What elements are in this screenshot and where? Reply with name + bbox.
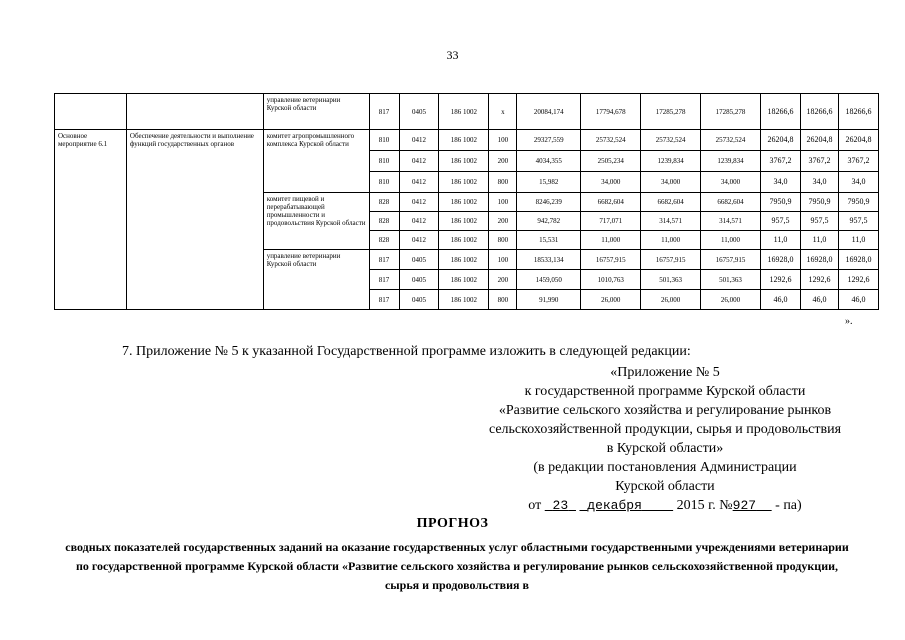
value-cell: 18266,6	[838, 94, 878, 130]
value-cell: 15,531	[517, 231, 581, 250]
rz-cell: 0412	[399, 130, 439, 151]
appendix-header	[455, 363, 875, 515]
value-cell: 34,0	[838, 172, 878, 193]
value-cell: 26204,8	[838, 130, 878, 151]
date-year: 2015 г. №	[676, 498, 733, 513]
value-cell: 11,0	[761, 231, 801, 250]
gr-cell: 817	[369, 270, 399, 290]
value-cell: 46,0	[761, 290, 801, 310]
value-cell: 6682,604	[701, 193, 761, 212]
value-cell: 18266,6	[761, 94, 801, 130]
gr-cell: 817	[369, 250, 399, 270]
table-row	[55, 130, 879, 151]
value-cell: 11,000	[701, 231, 761, 250]
value-cell: 717,071	[581, 212, 641, 231]
csr-cell: 186 1002	[439, 290, 489, 310]
value-cell: 7950,9	[761, 193, 801, 212]
value-cell: 16928,0	[838, 250, 878, 270]
executor-cell: управление ветеринарии Курской области	[263, 94, 369, 130]
forecast-title: ПРОГНОЗ	[416, 516, 489, 531]
csr-cell: 186 1002	[439, 270, 489, 290]
value-cell: 26204,8	[761, 130, 801, 151]
date-suffix: - па)	[775, 498, 802, 513]
value-cell: 17285,278	[641, 94, 701, 130]
date-month: декабря	[587, 498, 642, 513]
appendix-line: (в редакции постановления Администрации	[533, 460, 797, 475]
vr-cell: 800	[489, 231, 517, 250]
value-cell: 314,571	[641, 212, 701, 231]
value-cell: 957,5	[800, 212, 838, 231]
rz-cell: 0405	[399, 94, 439, 130]
value-cell: 20084,174	[517, 94, 581, 130]
value-cell: 26,000	[701, 290, 761, 310]
value-cell: 16928,0	[800, 250, 838, 270]
value-cell: 3767,2	[800, 151, 838, 172]
value-cell: 957,5	[838, 212, 878, 231]
value-cell: 18266,6	[800, 94, 838, 130]
value-cell: 1292,6	[838, 270, 878, 290]
value-cell: 1292,6	[800, 270, 838, 290]
value-cell: 1239,834	[641, 151, 701, 172]
csr-cell: 186 1002	[439, 212, 489, 231]
value-cell: 2505,234	[581, 151, 641, 172]
appendix-line: Курской области	[615, 479, 715, 494]
rz-cell: 0412	[399, 212, 439, 231]
value-cell: 26,000	[641, 290, 701, 310]
rz-cell: 0412	[399, 193, 439, 212]
value-cell: 957,5	[761, 212, 801, 231]
description-cell	[126, 94, 263, 130]
value-cell: 34,000	[701, 172, 761, 193]
value-cell: 7950,9	[838, 193, 878, 212]
value-cell: 1292,6	[761, 270, 801, 290]
value-cell: 11,000	[581, 231, 641, 250]
appendix-line: к государственной программе Курской области	[524, 384, 806, 399]
rz-cell: 0412	[399, 151, 439, 172]
rz-cell: 0405	[399, 290, 439, 310]
gr-cell: 810	[369, 130, 399, 151]
value-cell: 25732,524	[641, 130, 701, 151]
value-cell: 1239,834	[701, 151, 761, 172]
value-cell: 16757,915	[581, 250, 641, 270]
vr-cell: 100	[489, 250, 517, 270]
vr-cell: 100	[489, 130, 517, 151]
measure-cell: Основное мероприятие 6.1	[55, 130, 127, 310]
vr-cell: 200	[489, 270, 517, 290]
value-cell: 8246,239	[517, 193, 581, 212]
value-cell: 11,0	[838, 231, 878, 250]
value-cell: 7950,9	[800, 193, 838, 212]
description-cell: Обеспечение деятельности и выполнение функций государственных органов	[126, 130, 263, 310]
executor-cell: комитет пищевой и перерабатывающей промышленности и продовольствия Курской области	[263, 193, 369, 250]
vr-cell: 800	[489, 290, 517, 310]
value-cell: 6682,604	[581, 193, 641, 212]
gr-cell: 817	[369, 94, 399, 130]
date-prefix: от	[528, 498, 542, 513]
value-cell: 3767,2	[761, 151, 801, 172]
rz-cell: 0412	[399, 231, 439, 250]
value-cell: 17794,678	[581, 94, 641, 130]
executor-cell: комитет агропромышленного комплекса Курской области	[263, 130, 369, 193]
value-cell: 91,990	[517, 290, 581, 310]
appendix-line: «Развитие сельского хозяйства и регулирование рынков	[498, 403, 832, 418]
appendix-line: в Курской области»	[606, 441, 724, 456]
vr-cell: 200	[489, 151, 517, 172]
value-cell: 1459,050	[517, 270, 581, 290]
value-cell: 16928,0	[761, 250, 801, 270]
value-cell: 26,000	[581, 290, 641, 310]
appendix-line: «Приложение № 5	[610, 365, 720, 380]
value-cell: 25732,524	[581, 130, 641, 151]
instruction-paragraph: 7. Приложение № 5 к указанной Государственной программе изложить в следующей редакции:	[122, 344, 691, 359]
date-number: 927	[732, 498, 757, 513]
rz-cell: 0405	[399, 250, 439, 270]
vr-cell: 200	[489, 212, 517, 231]
budget-table	[54, 93, 879, 310]
gr-cell: 828	[369, 193, 399, 212]
value-cell: 34,0	[800, 172, 838, 193]
value-cell: 34,000	[581, 172, 641, 193]
csr-cell: 186 1002	[439, 94, 489, 130]
page-number: 33	[446, 48, 459, 62]
value-cell: 26204,8	[800, 130, 838, 151]
value-cell: 17285,278	[701, 94, 761, 130]
value-cell: 11,0	[800, 231, 838, 250]
value-cell: 1010,763	[581, 270, 641, 290]
value-cell: 501,363	[701, 270, 761, 290]
vr-cell: х	[489, 94, 517, 130]
gr-cell: 810	[369, 151, 399, 172]
appendix-line: сельскохозяйственной продукции, сырья и продовольствия	[488, 422, 842, 437]
value-cell: 6682,604	[641, 193, 701, 212]
value-cell: 501,363	[641, 270, 701, 290]
gr-cell: 828	[369, 231, 399, 250]
vr-cell: 100	[489, 193, 517, 212]
value-cell: 16757,915	[641, 250, 701, 270]
value-cell: 4034,355	[517, 151, 581, 172]
gr-cell: 810	[369, 172, 399, 193]
value-cell: 942,782	[517, 212, 581, 231]
value-cell: 11,000	[641, 231, 701, 250]
csr-cell: 186 1002	[439, 172, 489, 193]
measure-cell	[55, 94, 127, 130]
rz-cell: 0412	[399, 172, 439, 193]
gr-cell: 817	[369, 290, 399, 310]
executor-cell: управление ветеринарии Курской области	[263, 250, 369, 310]
csr-cell: 186 1002	[439, 130, 489, 151]
value-cell: 3767,2	[838, 151, 878, 172]
appendix-date-line	[455, 496, 875, 515]
gr-cell: 828	[369, 212, 399, 231]
vr-cell: 800	[489, 172, 517, 193]
value-cell: 18533,134	[517, 250, 581, 270]
closing-quote: ».	[845, 316, 853, 327]
forecast-description: сводных показателей государственных заданий на оказание государственных услуг областными государственными учреждениями ветеринарии по государственной программе Курской области «Развитие сельского хозяйства и регулирование рынков сельскохозяйственной продукции, сырья и продовольствия в	[65, 540, 849, 592]
date-day: 23	[552, 498, 569, 513]
value-cell: 29327,559	[517, 130, 581, 151]
value-cell: 34,0	[761, 172, 801, 193]
value-cell: 34,000	[641, 172, 701, 193]
value-cell: 15,982	[517, 172, 581, 193]
value-cell: 46,0	[800, 290, 838, 310]
csr-cell: 186 1002	[439, 151, 489, 172]
value-cell: 314,571	[701, 212, 761, 231]
rz-cell: 0405	[399, 270, 439, 290]
value-cell: 25732,524	[701, 130, 761, 151]
table-row	[55, 94, 879, 130]
value-cell: 46,0	[838, 290, 878, 310]
csr-cell: 186 1002	[439, 231, 489, 250]
value-cell: 16757,915	[701, 250, 761, 270]
csr-cell: 186 1002	[439, 250, 489, 270]
csr-cell: 186 1002	[439, 193, 489, 212]
